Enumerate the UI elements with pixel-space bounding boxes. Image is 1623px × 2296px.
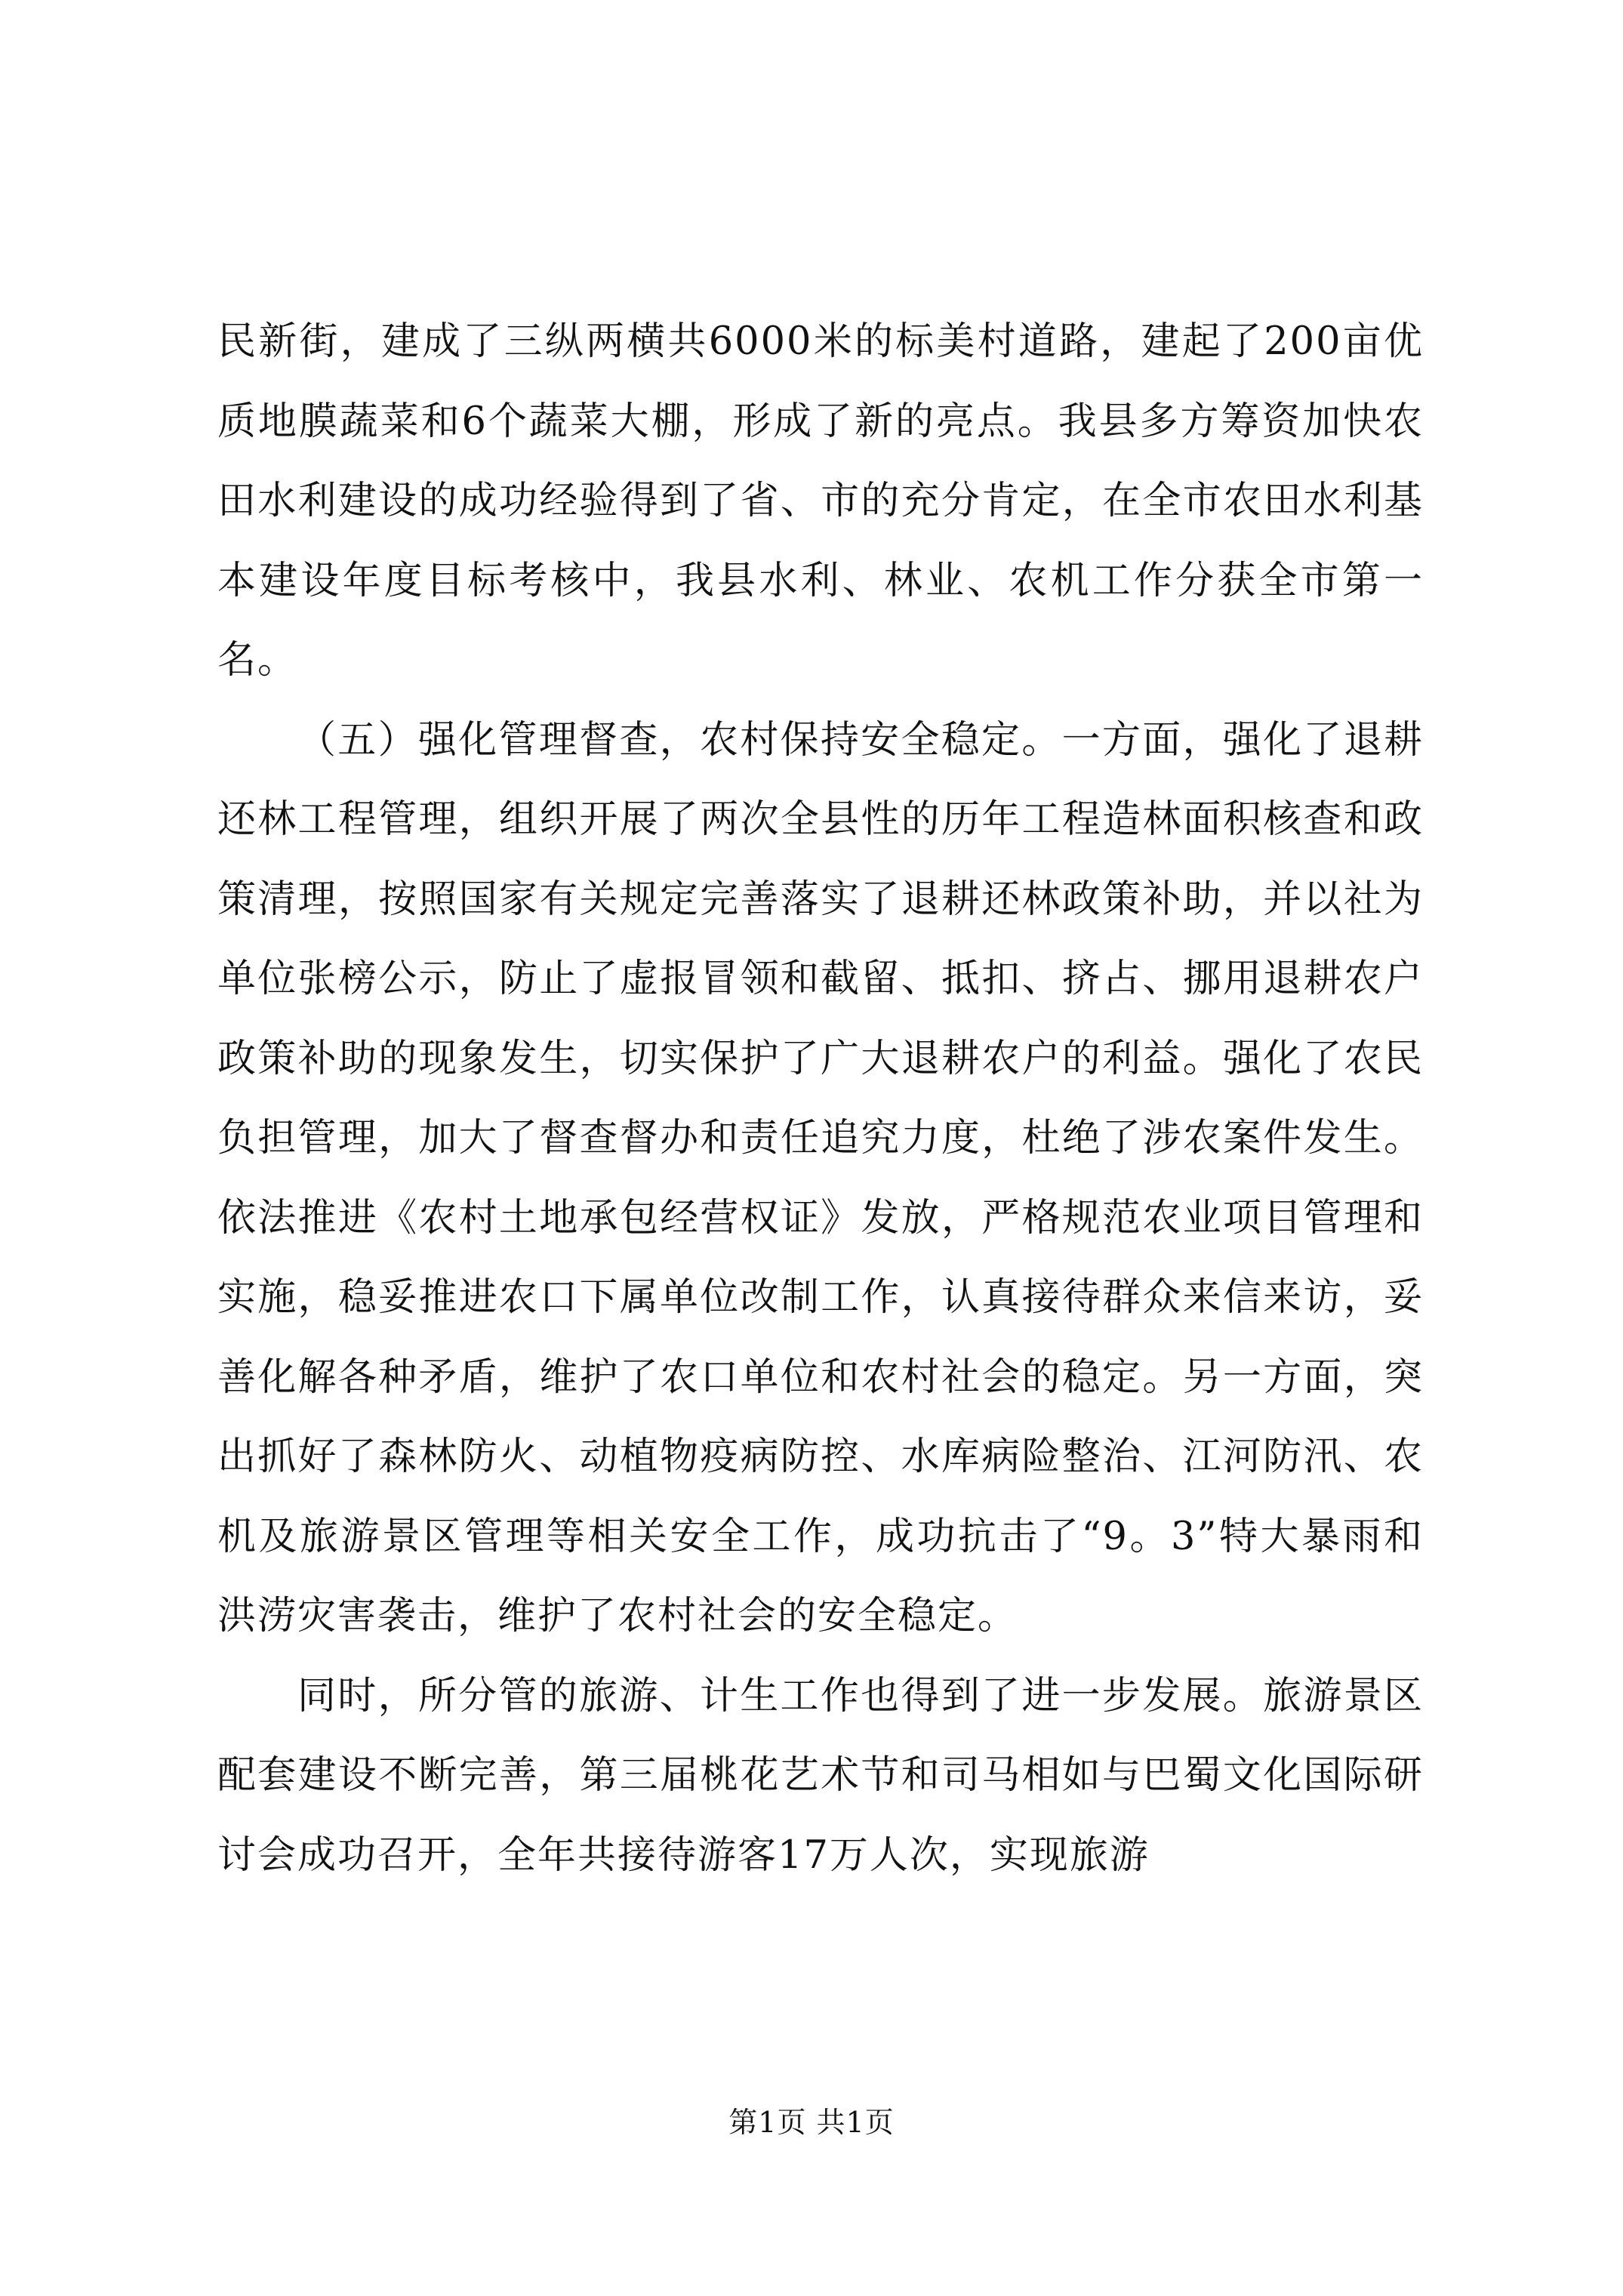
- paragraph-2: （五）强化管理督查，农村保持安全稳定。一方面，强化了退耕还林工程管理，组织开展了两次全县性的历年工程造林面积核查和政策清理，按照国家有关规定完善落实了退耕还林政策补助，并以社为单位张榜公示，防止了虚报冒领和截留、抵扣、挤占、挪用退耕农户政策补助的现象发生，切实保护了广大退耕农户的利益。强化了农民负担管理，加大了督查督办和责任追究力度，杜绝了涉农案件发生。依法推进《农村土地承包经营权证》发放，严格规范农业项目管理和实施，稳妥推进农口下属单位改制工作，认真接待群众来信来访，妥善化解各种矛盾，维护了农口单位和农村社会的稳定。另一方面，突出抓好了森林防火、动植物疫病防控、水库病险整治、江河防汛、农机及旅游景区管理等相关安全工作，成功抗击了“9。3”特大暴雨和洪涝灾害袭击，维护了农村社会的安全稳定。: [217, 717, 1424, 1638]
- paragraph-1: 民新街，建成了三纵两横共6000米的标美村道路，建起了200亩优质地膜蔬菜和6个蔬菜大棚，形成了新的亮点。我县多方筹资加快农田水利建设的成功经验得到了省、市的充分肯定，在全市农田水利基本建设年度目标考核中，我县水利、林业、农机工作分获全市第一名。: [217, 319, 1424, 683]
- body-text: [217, 302, 1424, 1895]
- page-footer: 第1页 共1页: [728, 2106, 895, 2139]
- paragraph-3: 同时，所分管的旅游、计生工作也得到了进一步发展。旅游景区配套建设不断完善，第三届桃花艺术节和司马相如与巴蜀文化国际研讨会成功召开，全年共接待游客17万人次，实现旅游: [217, 1673, 1424, 1878]
